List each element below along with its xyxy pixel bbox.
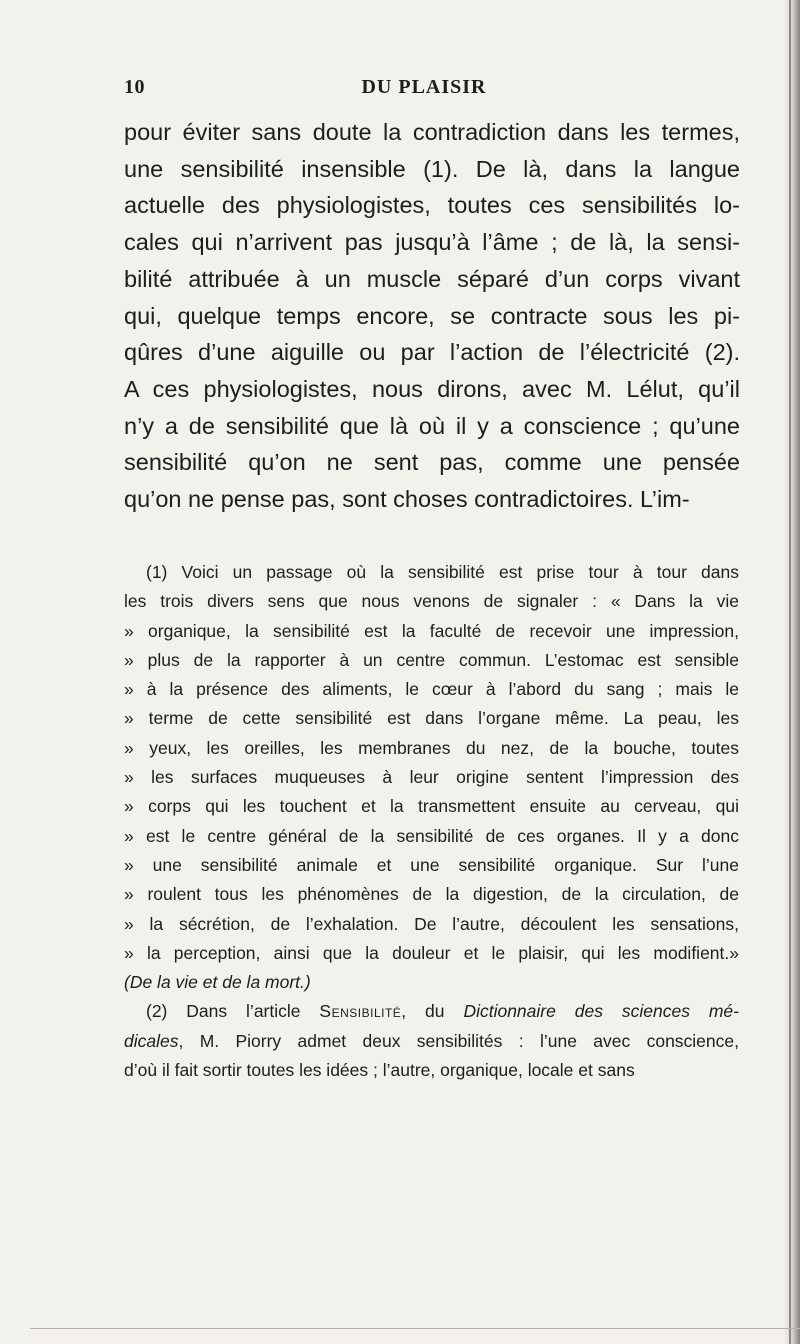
footnote-1-line: » organique, la sensibilité est la faculté de recevoir une impression, xyxy=(124,620,739,641)
footnote-2-mid: , du xyxy=(401,1001,464,1022)
body-paragraph xyxy=(124,114,740,518)
body-line: pour éviter sans doute la contradiction dans les termes, xyxy=(124,119,740,145)
body-line: qui, quelque temps encore, se contracte sous les pi- xyxy=(124,302,740,329)
footnote-1-line: » roulent tous les phénomènes de la digestion, de la circulation, de xyxy=(124,884,739,905)
footnotes xyxy=(124,558,739,1085)
running-title: DU PLAISIR xyxy=(361,76,487,98)
page-number: 10 xyxy=(124,76,145,98)
body-line: A ces physiologistes, nous dirons, avec M. Lélut, qu’il xyxy=(124,375,740,402)
footnote-2-line xyxy=(124,997,739,1026)
footnote-1-line: » une sensibilité animale et une sensibilité organique. Sur l’une xyxy=(124,854,739,875)
page-edge-shadow xyxy=(784,0,800,1344)
footnote-1-line: » plus de la rapporter à un centre commun. L’estomac est sensible xyxy=(124,649,739,670)
footnote-1-source: (De la vie et de la mort.) xyxy=(124,972,311,993)
footnote-1-line: » yeux, les oreilles, les membranes du nez, de la bouche, toutes xyxy=(124,737,739,758)
footnote-2-term: Sensibilité xyxy=(319,1001,402,1022)
footnote-1-line: » terme de cette sensibilité est dans l’organe même. La peau, les xyxy=(124,708,739,729)
footnote-2-line xyxy=(124,1027,739,1056)
footnote-2-line: d’où il fait sortir toutes les idées ; l’autre, organique, locale et sans xyxy=(124,1060,635,1081)
footnote-1-line: » corps qui les touchent et la transmettent ensuite au cerveau, qui xyxy=(124,796,739,817)
body-line: une sensibilité insensible (1). De là, dans la langue xyxy=(124,155,740,182)
footnote-1-line: » la perception, ainsi que la douleur et le plaisir, qui les modifient.» xyxy=(124,942,739,963)
body-line: bilité attribuée à un muscle séparé d’un corps vivant xyxy=(124,265,740,292)
footnote-1-line: » les surfaces muqueuses à leur origine sentent l’impression des xyxy=(124,767,739,788)
body-line: qûres d’une aiguille ou par l’action de l’électricité (2). xyxy=(124,339,740,366)
footnote-2-text: , M. Piorry admet deux sensibilités : l’une avec conscience, xyxy=(178,1030,739,1051)
body-line: cales qui n’arrivent pas jusqu’à l’âme ; de là, la sensi- xyxy=(124,229,740,256)
body-line: sensibilité qu’on ne sent pas, comme une pensée xyxy=(124,449,740,476)
footnote-1-line: » la sécrétion, de l’exhalation. De l’autre, découlent les sensations, xyxy=(124,913,739,934)
body-line: n’y a de sensibilité que là où il y a conscience ; qu’une xyxy=(124,412,740,439)
footnote-1-line: (1) Voici un passage où la sensibilité est prise tour à tour dans xyxy=(146,562,739,582)
footnote-1-line: » est le centre général de la sensibilité de ces organes. Il y a donc xyxy=(124,825,739,846)
page-bottom-edge xyxy=(30,1328,800,1329)
body-line: qu’on ne pense pas, sont choses contradictoires. L’im- xyxy=(124,486,690,513)
footnote-2-dictionary-title-end: dicales xyxy=(124,1030,179,1051)
footnote-1-line: » à la présence des aliments, le cœur à l’abord du sang ; mais le xyxy=(124,679,739,700)
footnote-1-line: les trois divers sens que nous venons de signaler : « Dans la vie xyxy=(124,591,739,612)
footnote-2-dictionary-title: Dictionnaire des sciences mé- xyxy=(463,1001,739,1022)
body-line: actuelle des physiologistes, toutes ces sensibilités lo- xyxy=(124,192,740,219)
footnote-2-prefix: (2) Dans l’article xyxy=(146,1001,320,1022)
page-edge-line xyxy=(789,0,791,1344)
page-header xyxy=(124,76,724,100)
